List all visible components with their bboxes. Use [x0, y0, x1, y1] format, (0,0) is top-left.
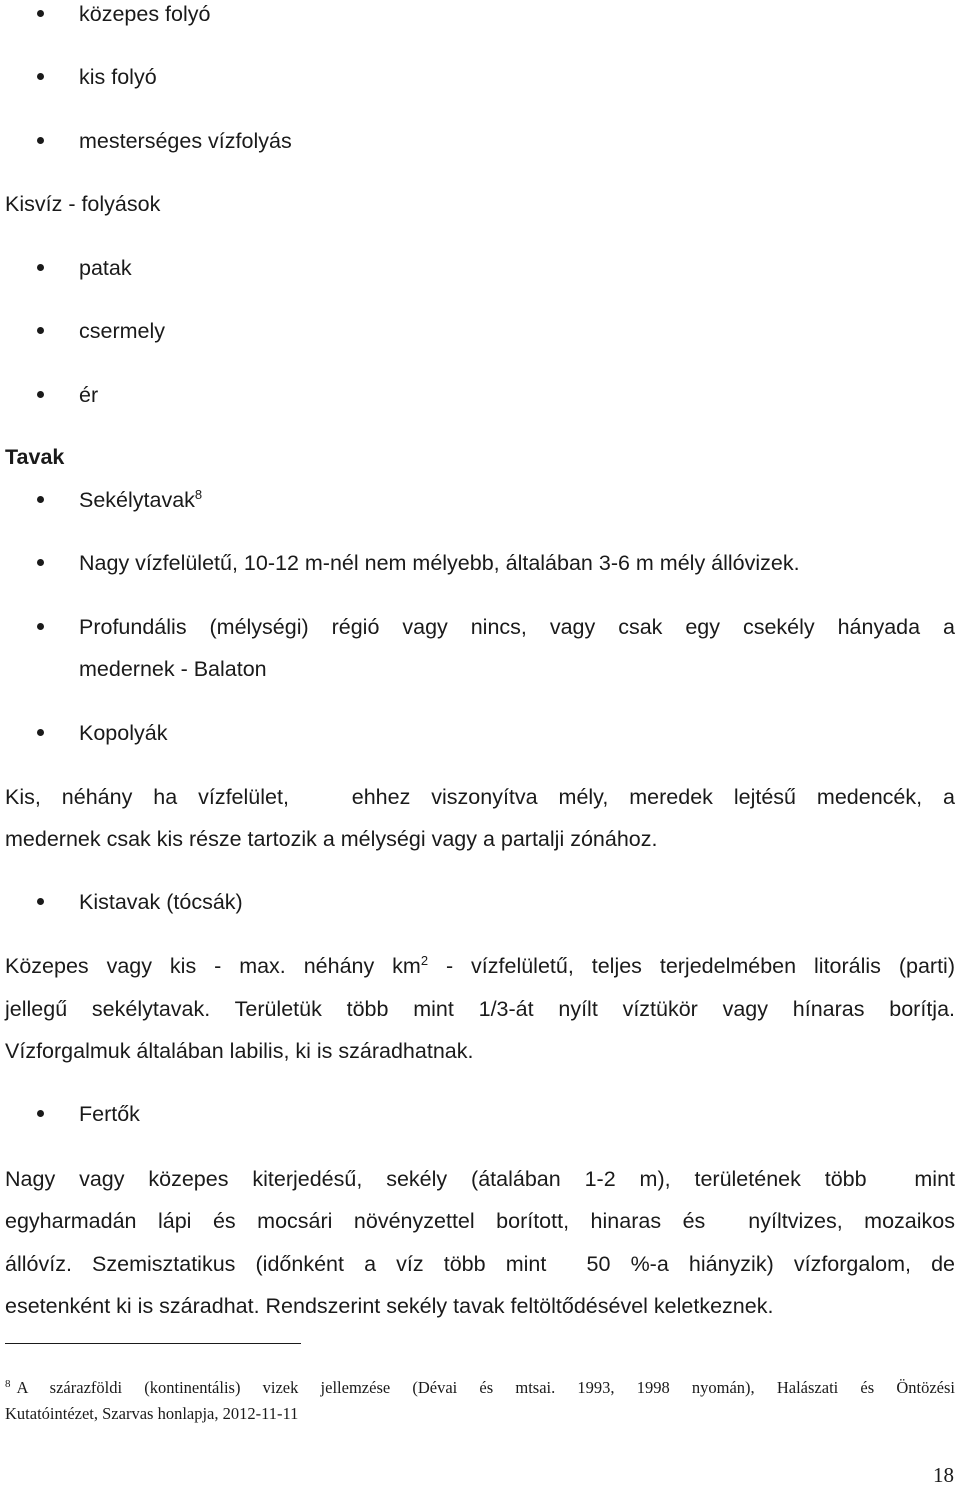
list-item: kis folyó	[79, 65, 157, 89]
kopolyak-description-line2: medernek csak kis része tartozik a mélységi vagy a partalji zónához.	[5, 827, 658, 851]
fertok-description-line4: esetenként ki is száradhat. Rendszerint sekély tavak feltöltődésével keletkeznek.	[5, 1294, 774, 1318]
fertok-description-line1: Nagy vagy közepes kiterjedésű, sekély (átalában 1-2 m), területének több mint	[5, 1167, 955, 1191]
sekelytavak-label: Sekélytavak	[79, 488, 195, 512]
footnote-text: A szárazföldi (kontinentális) vizek jellemzése (Dévai és mtsai. 1993, 1998 nyomán), Halászati és Öntözési	[16, 1378, 955, 1397]
list-item: csermely	[79, 319, 166, 343]
bullet-dot	[37, 137, 44, 144]
page-number: 18	[933, 1463, 954, 1487]
fertok-item: Fertők	[79, 1102, 140, 1126]
kistavak-item: Kistavak (tócsák)	[79, 890, 243, 914]
nagy-vizfelulet-item: Nagy vízfelületű, 10-12 m-nél nem mélyebb, általában 3-6 m mély állóvizek.	[79, 551, 800, 575]
footnote-number: 8	[5, 1377, 11, 1390]
kisviz-heading: Kisvíz - folyások	[5, 192, 161, 216]
list-item: mesterséges vízfolyás	[79, 129, 292, 153]
bullet-dot	[37, 327, 44, 334]
footnote-line2: Kutatóintézet, Szarvas honlapja, 2012-11-11	[5, 1404, 299, 1423]
kistavak-description-line2: jellegű sekélytavak. Területük több mint 1/3-át nyílt víztükör vagy hínaras borítja.	[5, 997, 955, 1021]
fertok-description-line2: egyharmadán lápi és mocsári növényzettel borított, hinaras és nyíltvizes, mozaikos	[5, 1209, 955, 1233]
bullet-dot	[37, 729, 44, 736]
bullet-dot	[37, 391, 44, 398]
bullet-dot	[37, 10, 44, 17]
bullet-dot	[37, 73, 44, 80]
profundalis-item-line2: medernek - Balaton	[79, 657, 267, 681]
footnote-separator	[5, 1343, 301, 1344]
list-item: ér	[79, 383, 99, 407]
footnote-line1	[5, 1377, 955, 1397]
kistavak-text: Közepes vagy kis - max. néhány km	[5, 954, 421, 978]
footnote-ref: 8	[194, 486, 203, 502]
list-item: patak	[79, 256, 132, 280]
bullet-dot	[37, 1110, 44, 1117]
kistavak-description-line3: Vízforgalmuk általában labilis, ki is száradhatnak.	[5, 1039, 474, 1063]
kistavak-description-line1	[5, 952, 955, 978]
superscript: 2	[420, 952, 429, 968]
tavak-heading: Tavak	[5, 445, 65, 469]
bullet-dot	[37, 496, 44, 503]
kopolyak-item: Kopolyák	[79, 721, 168, 745]
kistavak-text: - vízfelületű, teljes terjedelmében litorális (parti)	[428, 954, 955, 978]
bullet-dot	[37, 264, 44, 271]
fertok-description-line3: állóvíz. Szemisztatikus (időnként a víz több mint 50 %-a hiányzik) vízforgalom, de	[5, 1252, 955, 1276]
sekelytavak-item	[79, 486, 203, 512]
profundalis-item-line1: Profundális (mélységi) régió vagy nincs, vagy csak egy csekély hányada a	[79, 615, 955, 639]
bullet-dot	[37, 559, 44, 566]
bullet-dot	[37, 623, 44, 630]
list-item: közepes folyó	[79, 2, 211, 26]
kopolyak-description-line1: Kis, néhány ha vízfelület, ehhez viszonyítva mély, meredek lejtésű medencék, a	[5, 785, 955, 809]
bullet-dot	[37, 898, 44, 905]
